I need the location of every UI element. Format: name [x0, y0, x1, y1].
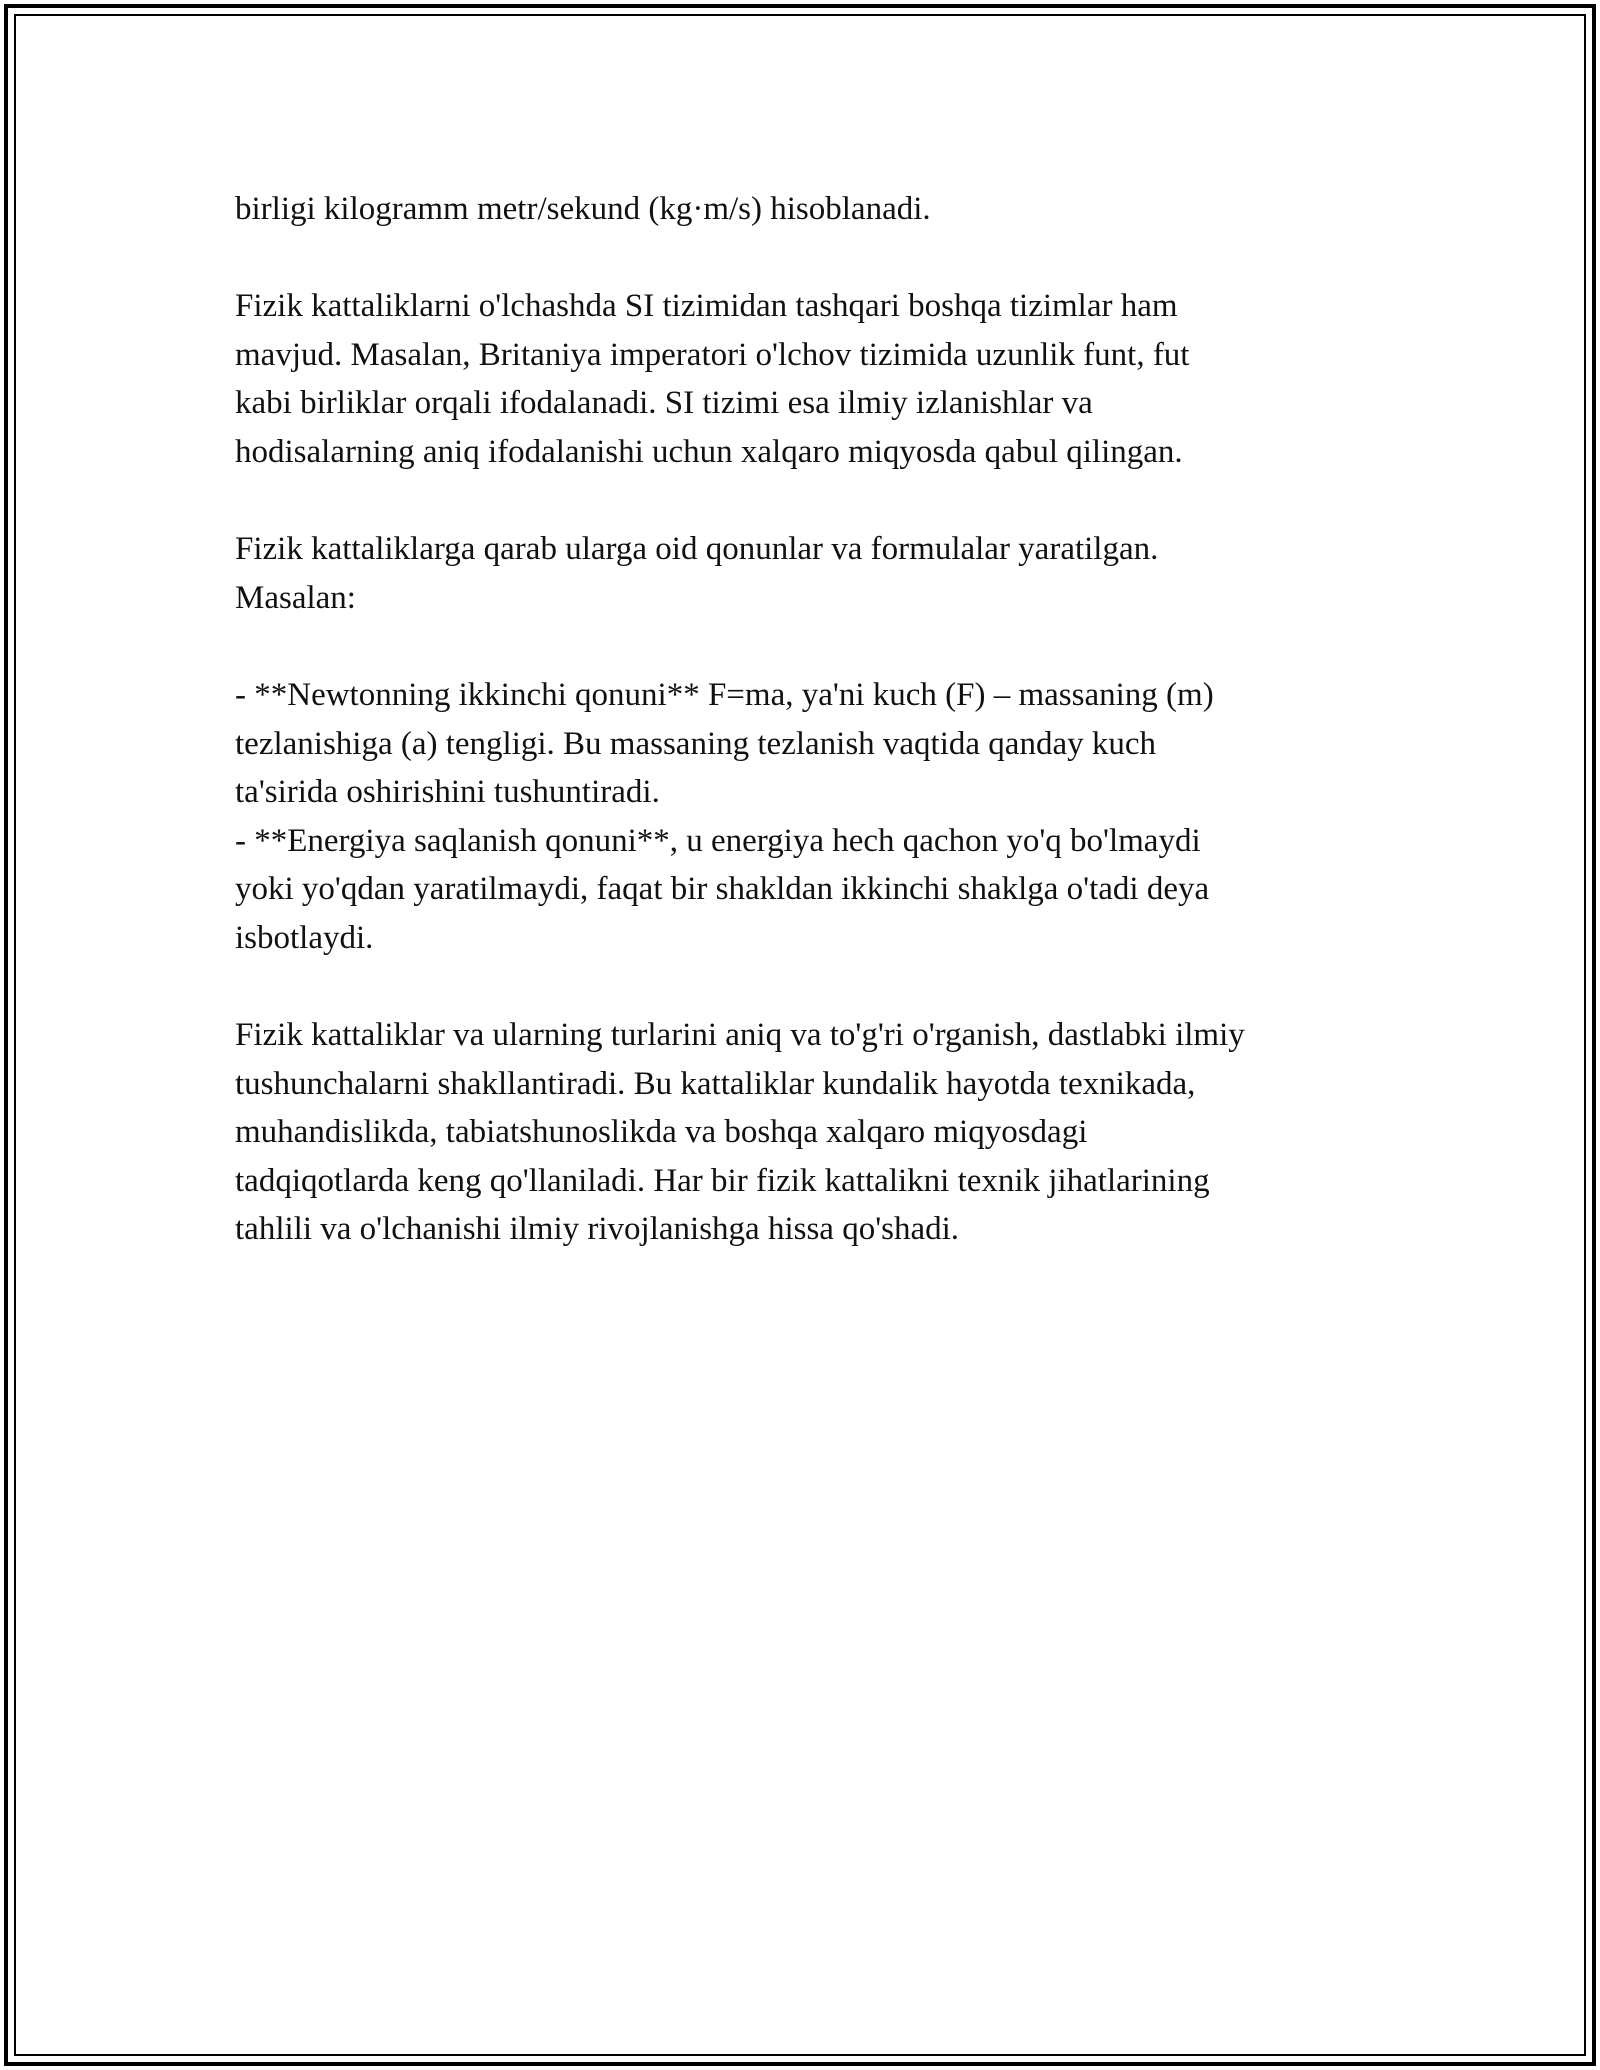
- paragraph-laws-intro: Fizik kattaliklarga qarab ularga oid qonunlar va formulalar yaratilgan. Masalan:: [235, 531, 1159, 616]
- paragraph-measurement-systems: Fizik kattaliklarni o'lchashda SI tizimidan tashqari boshqa tizimlar ham mavjud. Masalan, Britaniya imperatori o'lchov tizimida uzunlik funt, fut kabi birliklar orqali ifodalanadi. SI tizimi esa ilmiy izlanishlar va hodisalarning aniq ifodalanishi uchun xalqaro miqyosda qabul qilingan.: [235, 288, 1190, 470]
- paragraph-conclusion: Fizik kattaliklar va ularning turlarini aniq va to'g'ri o'rganish, dastlabki ilmiy tushunchalarni shakllantiradi. Bu kattaliklar kundalik hayotda texnikada, muhandislikda, tabiatshunoslikda va boshqa xalqaro miqyosdagi tadqiqotlarda keng qo'llaniladi. Har bir fizik kattalikni texnik jihatlarining tahlili va o'lchanishi ilmiy rivojlanishga hissa qo'shadi.: [235, 1017, 1245, 1248]
- list-item-energy-law: - **Energiya saqlanish qonuni**, u energiya hech qachon yo'q bo'lmaydi yoki yo'qdan yaratilmaydi, faqat bir shakldan ikkinchi shaklga o'tadi deya isbotlaydi.: [235, 822, 1210, 956]
- list-item-newton-law: - **Newtonning ikkinchi qonuni** F=ma, ya'ni kuch (F) – massaning (m) tezlanishiga (a) tengligi. Bu massaning tezlanish vaqtida qanday kuch ta'sirida oshirishini tushuntiradi.: [235, 676, 1214, 811]
- document-body: [235, 185, 1385, 1303]
- paragraph-unit-momentum: birligi kilogramm metr/sekund (kg·m/s) hisoblanadi.: [235, 191, 931, 227]
